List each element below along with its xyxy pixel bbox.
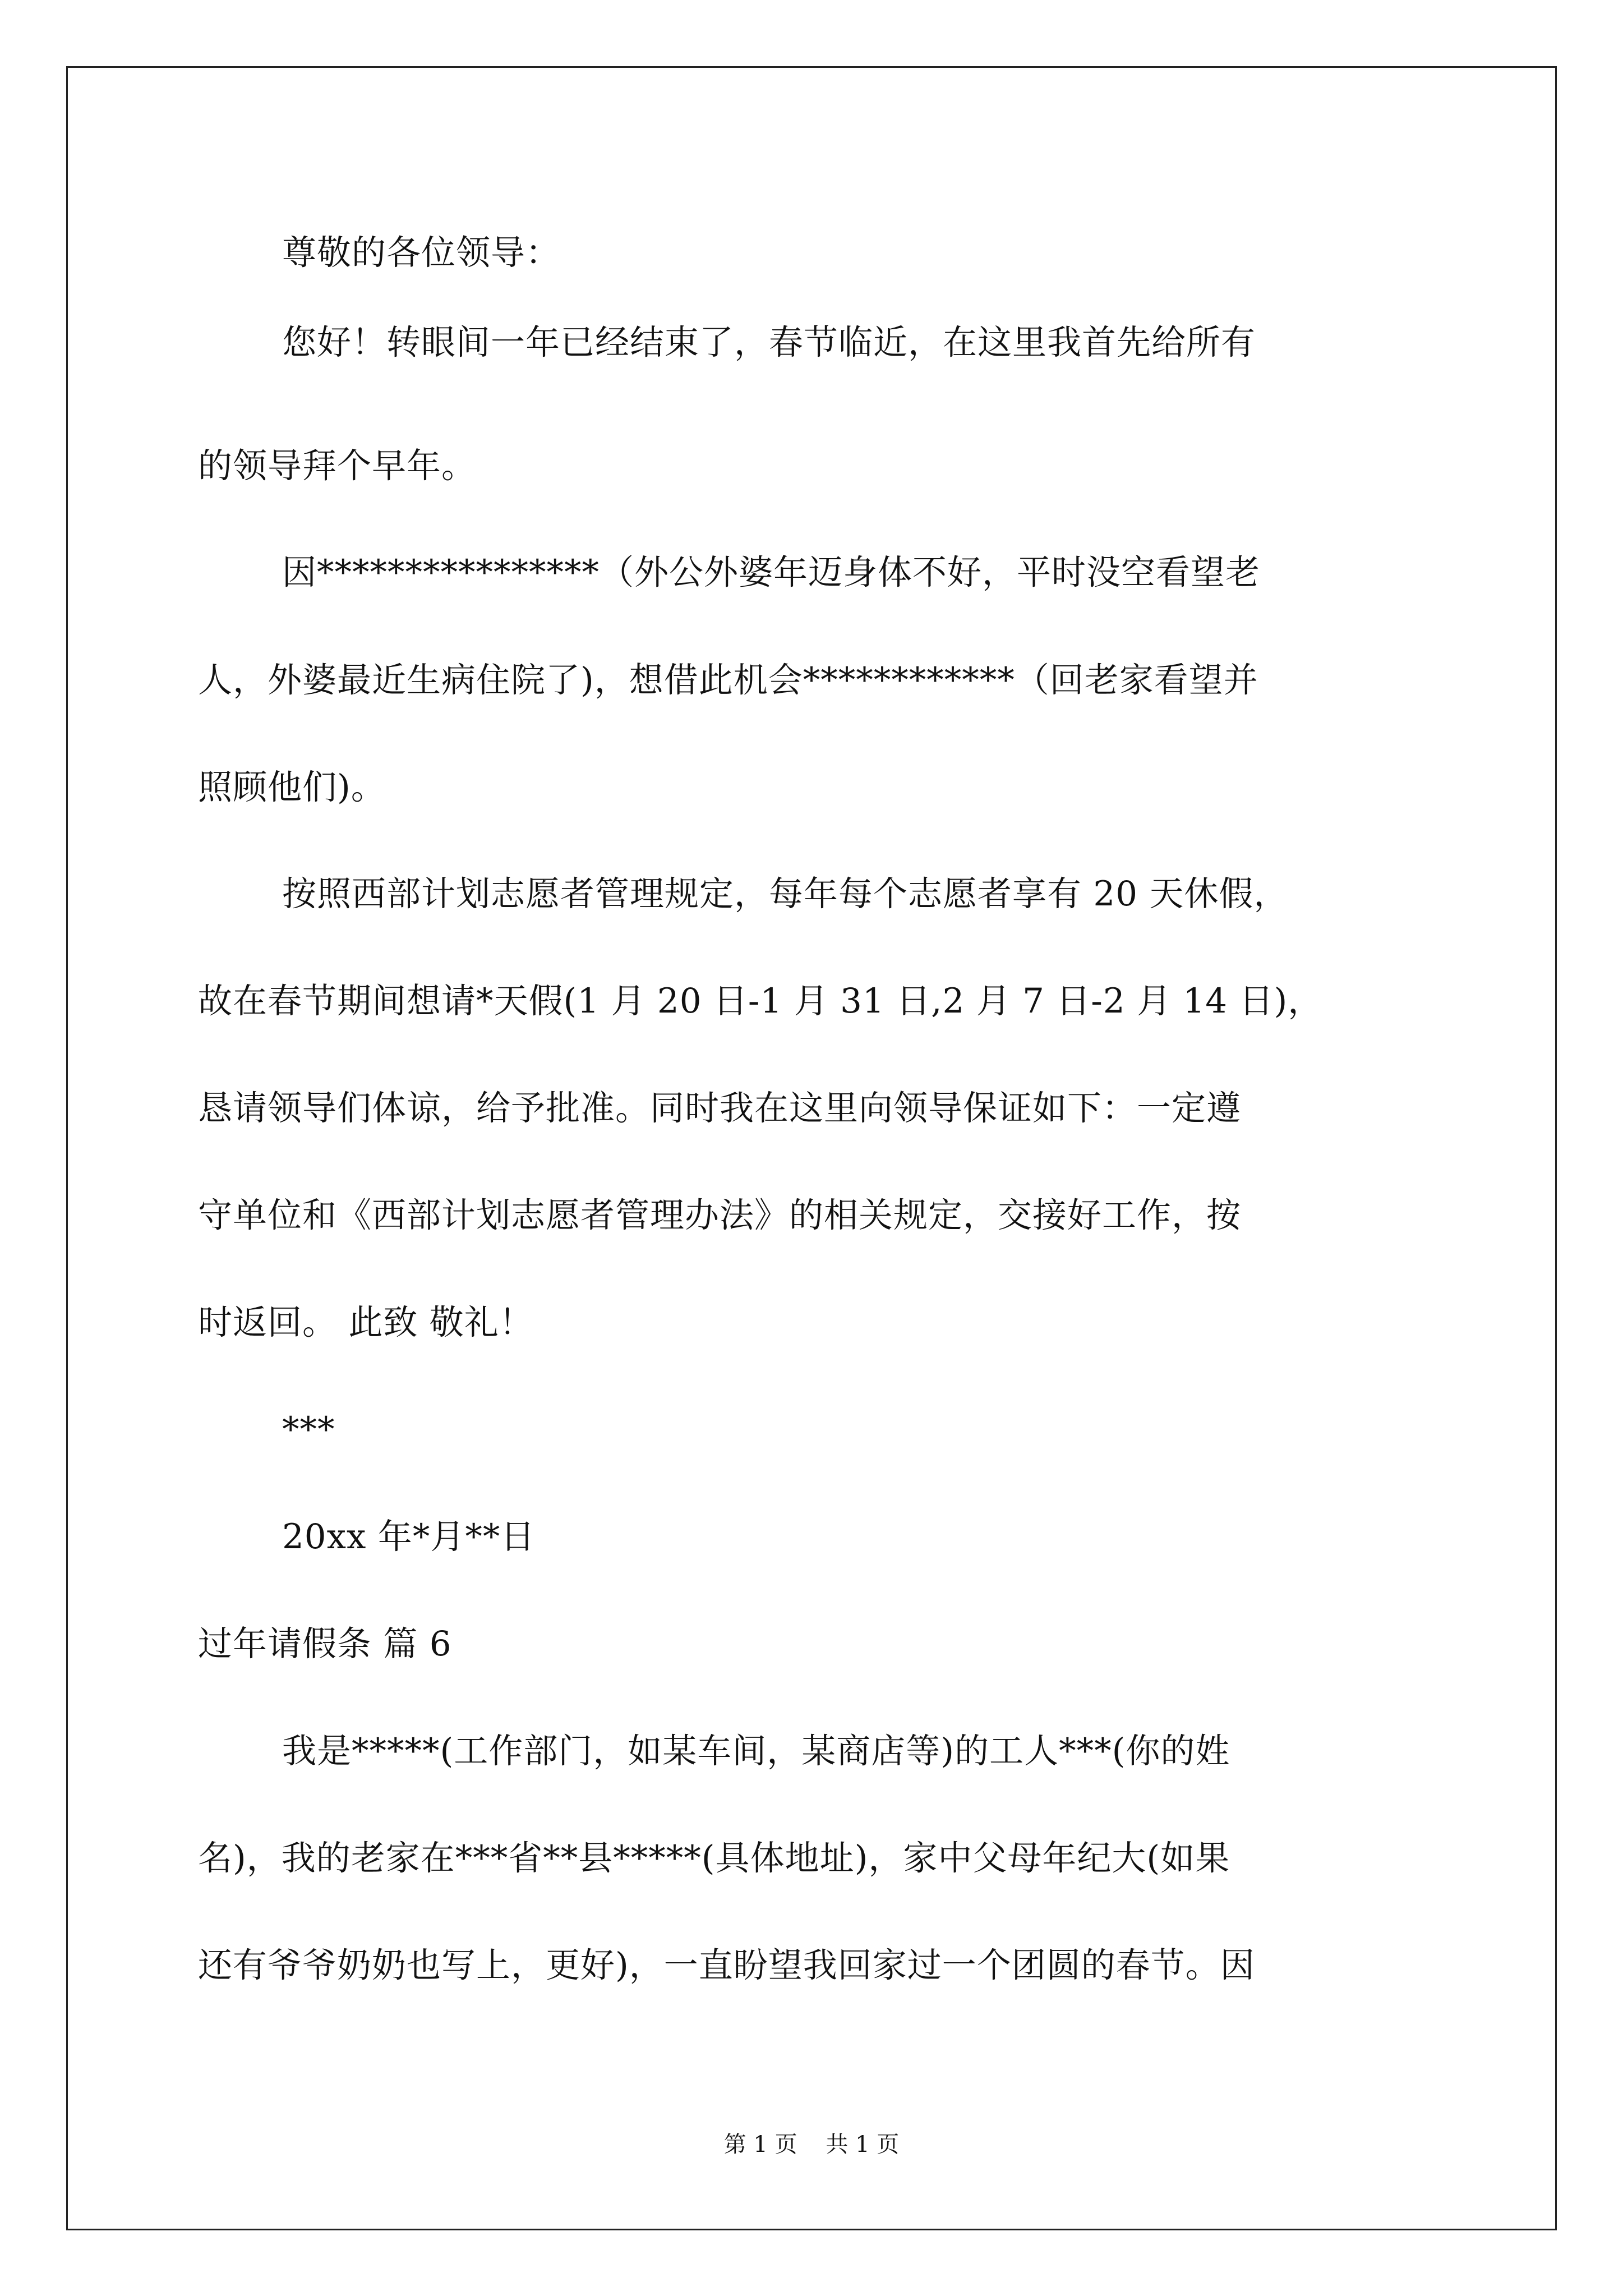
- body-line: 故在春节期间想请*天假(1 月 20 日-1 月 31 日,2 月 7 日-2 月 14 日)，: [198, 981, 1323, 1021]
- closing-line: 时返回。 此致 敬礼！: [198, 1303, 534, 1342]
- body-line: 名)，我的老家在***省**县*****(具体地址)，家中父母年纪大(如果: [198, 1838, 1230, 1878]
- body-line: 还有爷爷奶奶也写上，更好)，一直盼望我回家过一个团圆的春节。因: [198, 1945, 1255, 1985]
- body-line: 我是*****(工作部门，如某车间，某商店等)的工人***(你的姓: [282, 1731, 1230, 1771]
- date-line: 20xx 年*月**日: [282, 1517, 536, 1557]
- body-line: 按照西部计划志愿者管理规定，每年每个志愿者享有 20 天休假，: [282, 874, 1289, 914]
- body-line: 的领导拜个早年。: [198, 446, 477, 486]
- signature: ***: [282, 1410, 335, 1450]
- body-line: 因****************（外公外婆年迈身体不好，平时没空看望老: [282, 553, 1261, 592]
- body-line: 守单位和《西部计划志愿者管理办法》的相关规定，交接好工作，按: [198, 1195, 1242, 1235]
- page-border: [66, 66, 1557, 2230]
- body-line: 照顾他们)。: [198, 767, 386, 807]
- body-line: 您好！转眼间一年已经结束了，春节临近，在这里我首先给所有: [282, 323, 1256, 362]
- body-line: 人，外婆最近生病住院了)，想借此机会************（回老家看望并: [198, 660, 1258, 700]
- salutation: 尊敬的各位领导：: [282, 233, 561, 273]
- section-heading: 过年请假条 篇 6: [198, 1624, 452, 1664]
- body-line: 恳请领导们体谅，给予批准。同时我在这里向领导保证如下：一定遵: [198, 1088, 1242, 1128]
- page-number-footer: 第 1 页 共 1 页: [723, 2132, 900, 2157]
